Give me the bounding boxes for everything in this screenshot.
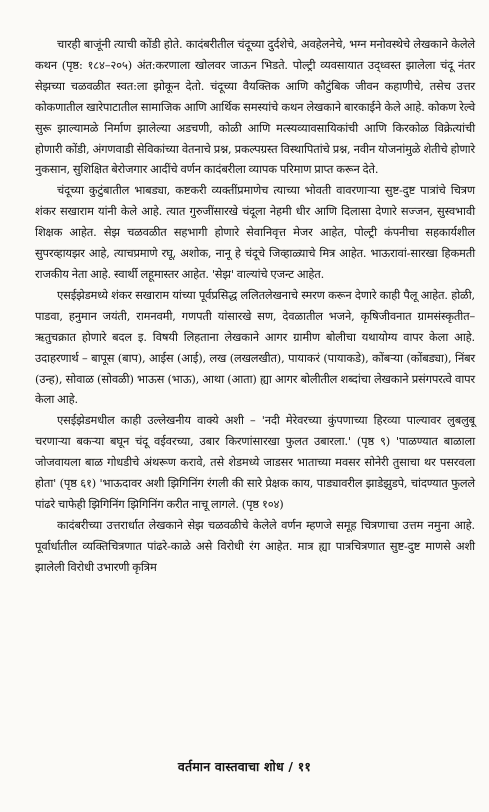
body-text	[35, 34, 475, 578]
paragraph-4: एसईझेडमधील काही उल्लेखनीय वाक्ये अशी – 'नदी मेरेवरच्या कुंपणाच्या हिरव्या पाल्यावर लुबलुबू चरणाऱ्या बकऱ्या बघून चंदू वईवरच्या, उबार किरणांसारखा फुलत उबारला.' (पृष्ठ ९) 'पाळण्यात बाळाला जोजवायला बाळ गोधडीचे अंथरूण करावे, तसे शेडमध्ये जाडसर भाताच्या मवसर सोनेरी तुसाचा थर पसरवला होता' (पृष्ठ ६१) 'भाऊदावर अशी झिगिनिंग रंगली की सारे प्रेक्षक काय, पाड्यावरील झाडेझुडपे, चांदण्यात फुलले पांढरे चाफेही झिगिनिंग झिगिनिंग करीत नाचू लागले. (पृष्ठ १०४)	[35, 413, 475, 511]
paragraph-5: कादंबरीच्या उत्तरार्धात लेखकाने सेझ चळवळीचे केलेले वर्णन म्हणजे समूह चित्रणाचा उत्तम नमुना आहे. पूर्वार्धातील व्यक्तिचित्रणात पांढरे-काळे असे विरोधी रंग आहेत. मात्र ह्या पात्रचित्रणात सुष्ट-दुष्ट माणसे अशी झालेली विरोधी उभारणी कृत्रिम	[35, 517, 475, 574]
paragraph-3: एसईझेडमध्ये शंकर सखाराम यांच्या पूर्वप्रसिद्ध ललितलेखनाचे स्मरण करून देणारे काही पैलू आहेत. होळी, पाडवा, हनुमान जयंती, रामनवमी, गणपती यांसारखे सण, देवळातील भजने, कृषिजीवनात ग्रामसंस्कृतीत–ऋतुचक्रात होणारे बदल इ. विषयी लिहताना लेखकाने आगर ग्रामीण बोलीचा यथायोग्य वापर केला आहे. उदाहरणार्थ – बापूस (बाप), आईस (आई), लख (लखलखीत), पायाकरं (पायाकडे), कोंबऱ्या (कोंबड्या), निंबर (उन्ह), सोवाळ (सोवळी) भाऊस (भाऊ), आथा (आता) ह्या आगर बोलीतील शब्दांचा लेखकाने प्रसंगपरत्वे वापर केला आहे.	[35, 287, 475, 407]
paragraph-1: चारही बाजूंनी त्याची कोंडी होते. कादंबरीतील चंदूच्या दुर्दशेचे, अवहेलनेचे, भग्न मनोवस्थेचे लेखकाने केलेले कथन (पृष्ठ: १८४–२०५) अंत:करणाला खोलवर जाऊन भिडते. पोल्ट्री व्यवसायात उद्‌ध्वस्त झालेला चंदू नंतर सेझच्या चळवळीत स्वत:ला झोकून देतो. चंदूच्या वैयक्तिक आणि कौटुंबिक जीवन कहाणीचे, तसेच उत्तर कोकणातील खारेपाटातील सामाजिक आणि आर्थिक समस्यांचे कथन लेखकाने बारकाईने केले आहे. कोकण रेल्वे सुरू झाल्यामळे निर्माण झालेल्या अडचणी, कोळी आणि मत्स्यव्यावसायिकांची आणि किरकोळ विक्रेत्यांची होणारी कोंडी, अंगणवाडी सेविकांच्या वेतनाचे प्रश्न, प्रकल्पग्रस्त विस्थापितांचे प्रश्न, नवीन योजनांमुळे शेतीचे होणारे नुकसान, सुशिक्षित बेरोजगार आदींचे वर्णन कादंबरीला व्यापक परिमाण प्राप्त करून देते.	[35, 37, 475, 177]
paragraph-2: चंदूच्या कुटुंबातील भाबड्या, कष्टकरी व्यक्तींप्रमाणेच त्याच्या भोवती वावरणाऱ्या सुष्ट-दुष्ट पात्रांचे चित्रण शंकर सखाराम यांनी केले आहे. त्यात गुरुजींसारखे चंदूला नेहमी धीर आणि दिलासा देणारे सज्जन, सुस्वभावी शिक्षक आहेत. सेझ चळवळीत सहभागी होणारे सेवानिवृत्त मेजर आहेत, पोल्ट्री कंपनीचा सहकार्यशील सुपरव्हायझर आहे, त्याचप्रमाणे रघू, अशोक, नानू हे चंदूचे जिव्हाळ्याचे मित्र आहेत. भाऊरावां-सारखा हिकमती राजकीय नेता आहे. स्वार्थी लहूमास्तर आहेत. 'सेझ' वाल्यांचे एजन्ट आहेत.	[35, 183, 475, 281]
page-footer: वर्तमान वास्तवाचा शोध / ११	[177, 759, 312, 774]
